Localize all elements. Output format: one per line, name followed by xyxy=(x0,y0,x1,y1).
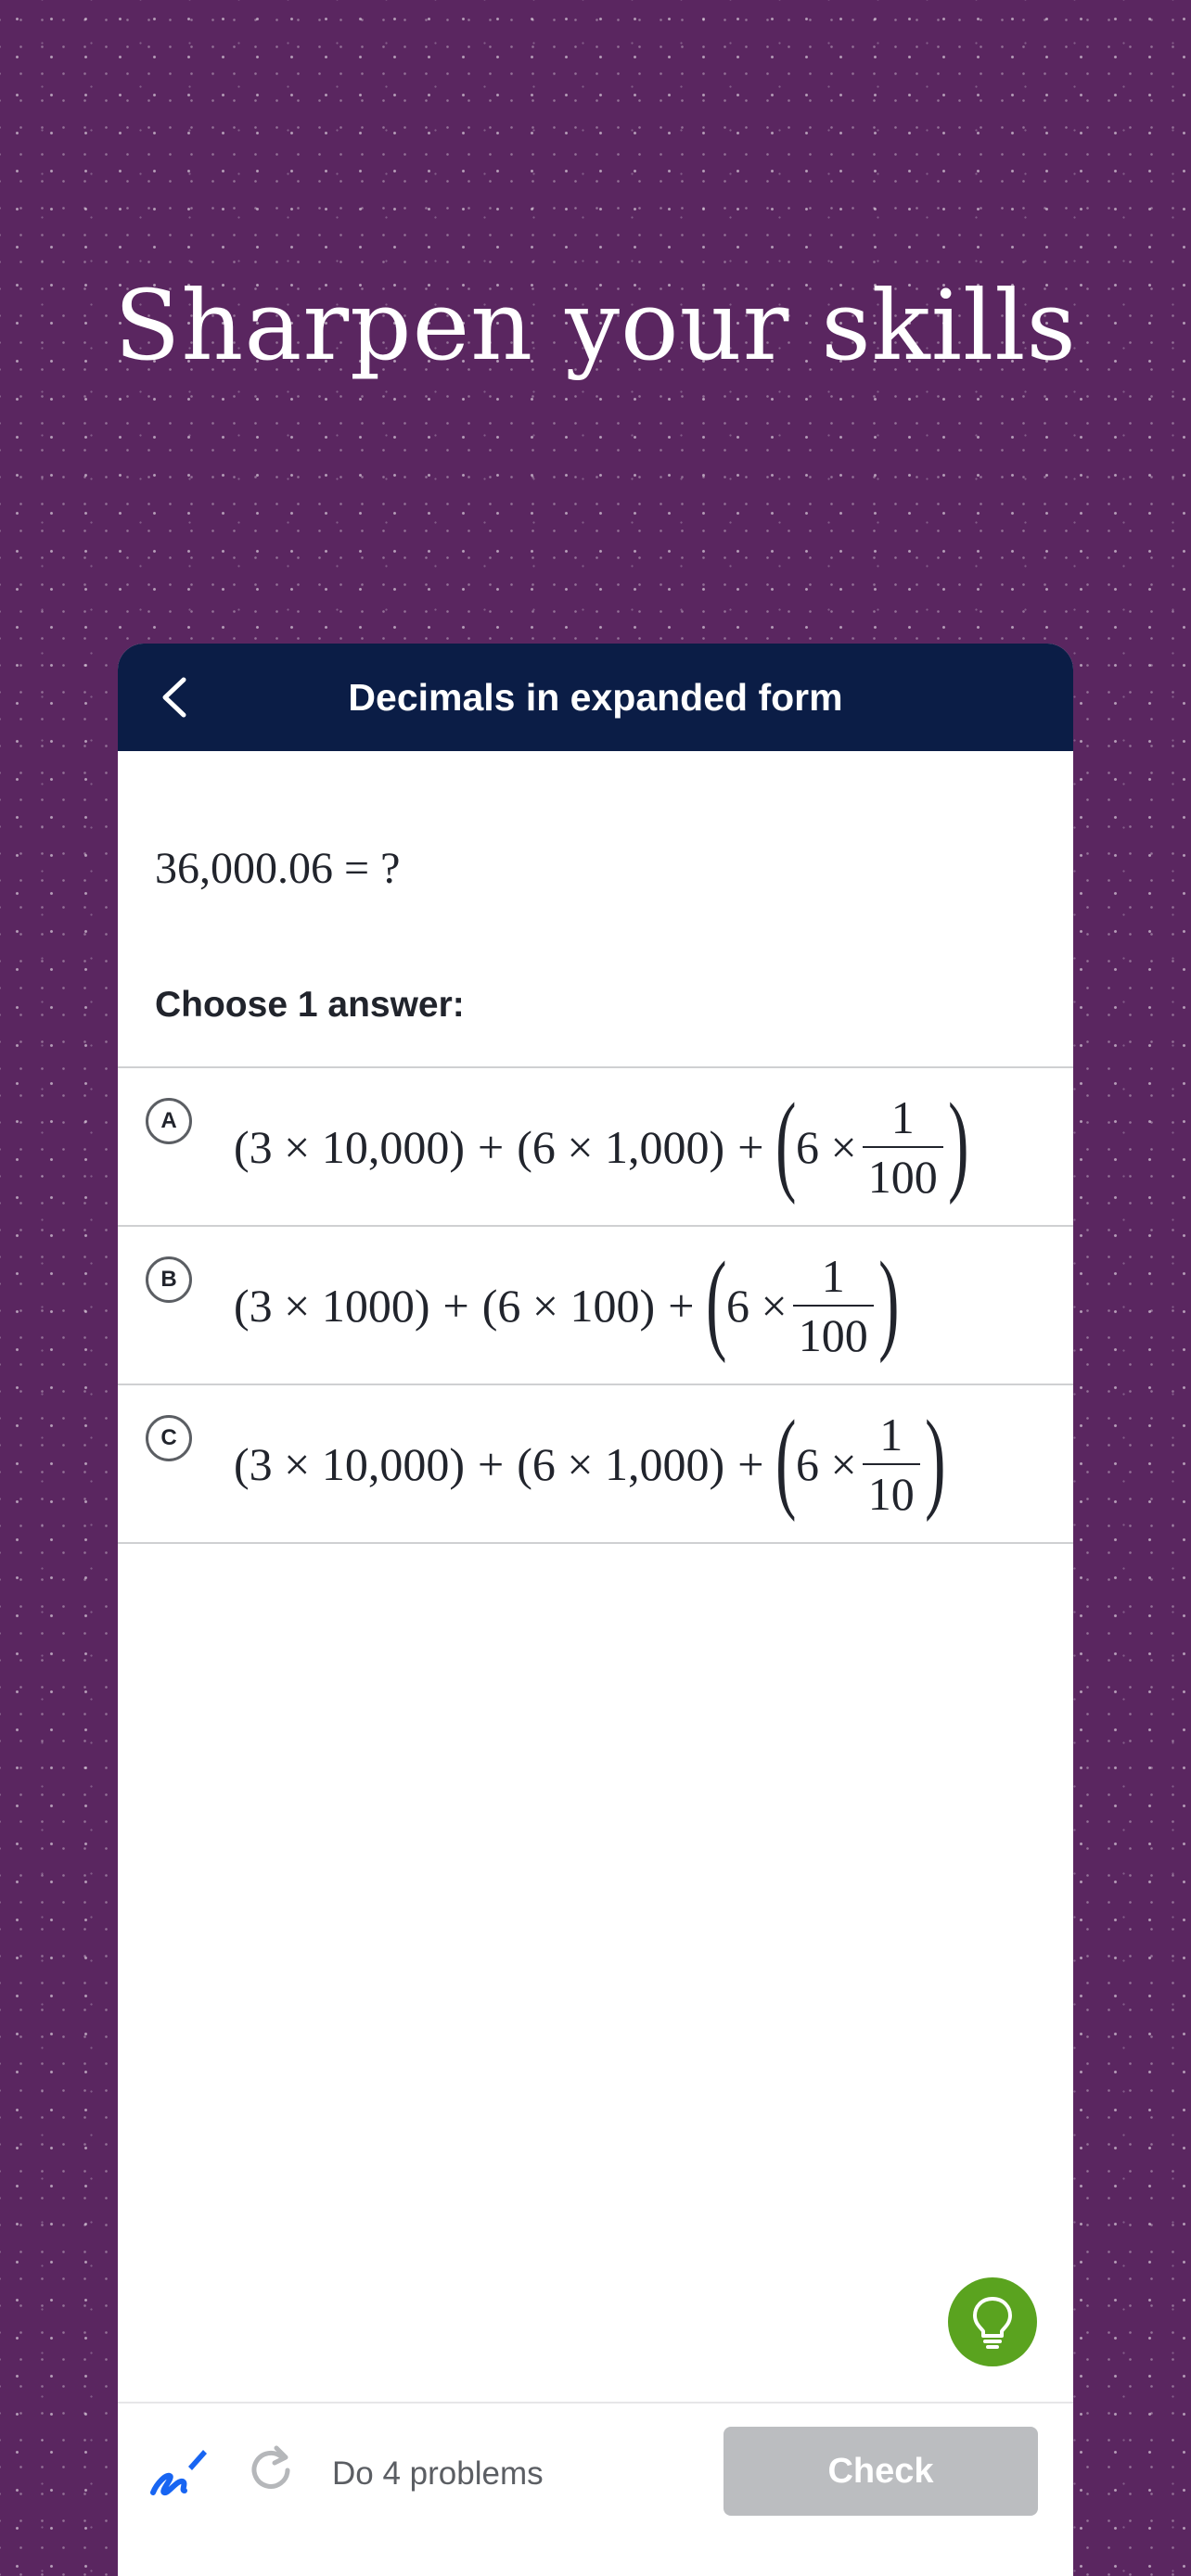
check-button[interactable]: Check xyxy=(724,2427,1038,2516)
scratchpad-pencil-icon xyxy=(147,2439,212,2504)
choice-expression: (3 × 10,000) + (6 × 1,000) + ( 6 × $\frac{1}{10}$ ) xyxy=(234,1396,946,1523)
retry-button[interactable] xyxy=(243,2442,299,2498)
expression-term: (3 × 10,000) xyxy=(234,1437,465,1490)
chevron-left-icon xyxy=(158,676,189,719)
exercise-footer xyxy=(118,2402,1073,2576)
fraction: $\frac{1}{100}$ xyxy=(863,1094,943,1200)
expression-term: (3 × 10,000) xyxy=(234,1120,465,1173)
refresh-icon xyxy=(243,2442,299,2498)
fraction: $\frac{1}{100}$ xyxy=(793,1253,874,1358)
choice-list xyxy=(118,1066,1073,1544)
headline: Sharpen your skills xyxy=(114,269,1077,382)
choice-letter-badge: C xyxy=(146,1415,192,1461)
expression-term: (6 × 100) xyxy=(481,1279,656,1332)
back-button[interactable] xyxy=(146,670,201,725)
choice-b[interactable] xyxy=(118,1227,1073,1385)
choice-expression: (3 × 10,000) + (6 × 1,000) + ( 6 × $\frac{1}{100}$ ) xyxy=(234,1079,969,1205)
choice-c[interactable] xyxy=(118,1385,1073,1544)
scratchpad-button[interactable] xyxy=(147,2439,212,2504)
choice-a[interactable] xyxy=(118,1068,1073,1227)
question-text: 36,000.06 = ? xyxy=(155,844,401,893)
expression-term: (6 × 1,000) xyxy=(517,1437,725,1490)
choice-expression: (3 × 1000) + (6 × 100) + ( 6 × $\frac{1}{100}$ ) xyxy=(234,1238,900,1364)
exercise-card xyxy=(118,644,1073,2576)
card-header xyxy=(118,644,1073,751)
exercise-title: Decimals in expanded form xyxy=(348,675,843,719)
lightbulb-icon xyxy=(969,2294,1016,2350)
fraction: $\frac{1}{10}$ xyxy=(863,1411,920,1517)
answer-prompt: Choose 1 answer: xyxy=(155,985,465,1025)
expression-term: (6 × 1,000) xyxy=(517,1120,725,1173)
choice-letter-badge: A xyxy=(146,1098,192,1144)
progress-text: Do 4 problems xyxy=(332,2455,544,2492)
choice-letter-badge: B xyxy=(146,1256,192,1303)
expression-term: (3 × 1000) xyxy=(234,1279,430,1332)
hint-button[interactable] xyxy=(948,2277,1037,2366)
